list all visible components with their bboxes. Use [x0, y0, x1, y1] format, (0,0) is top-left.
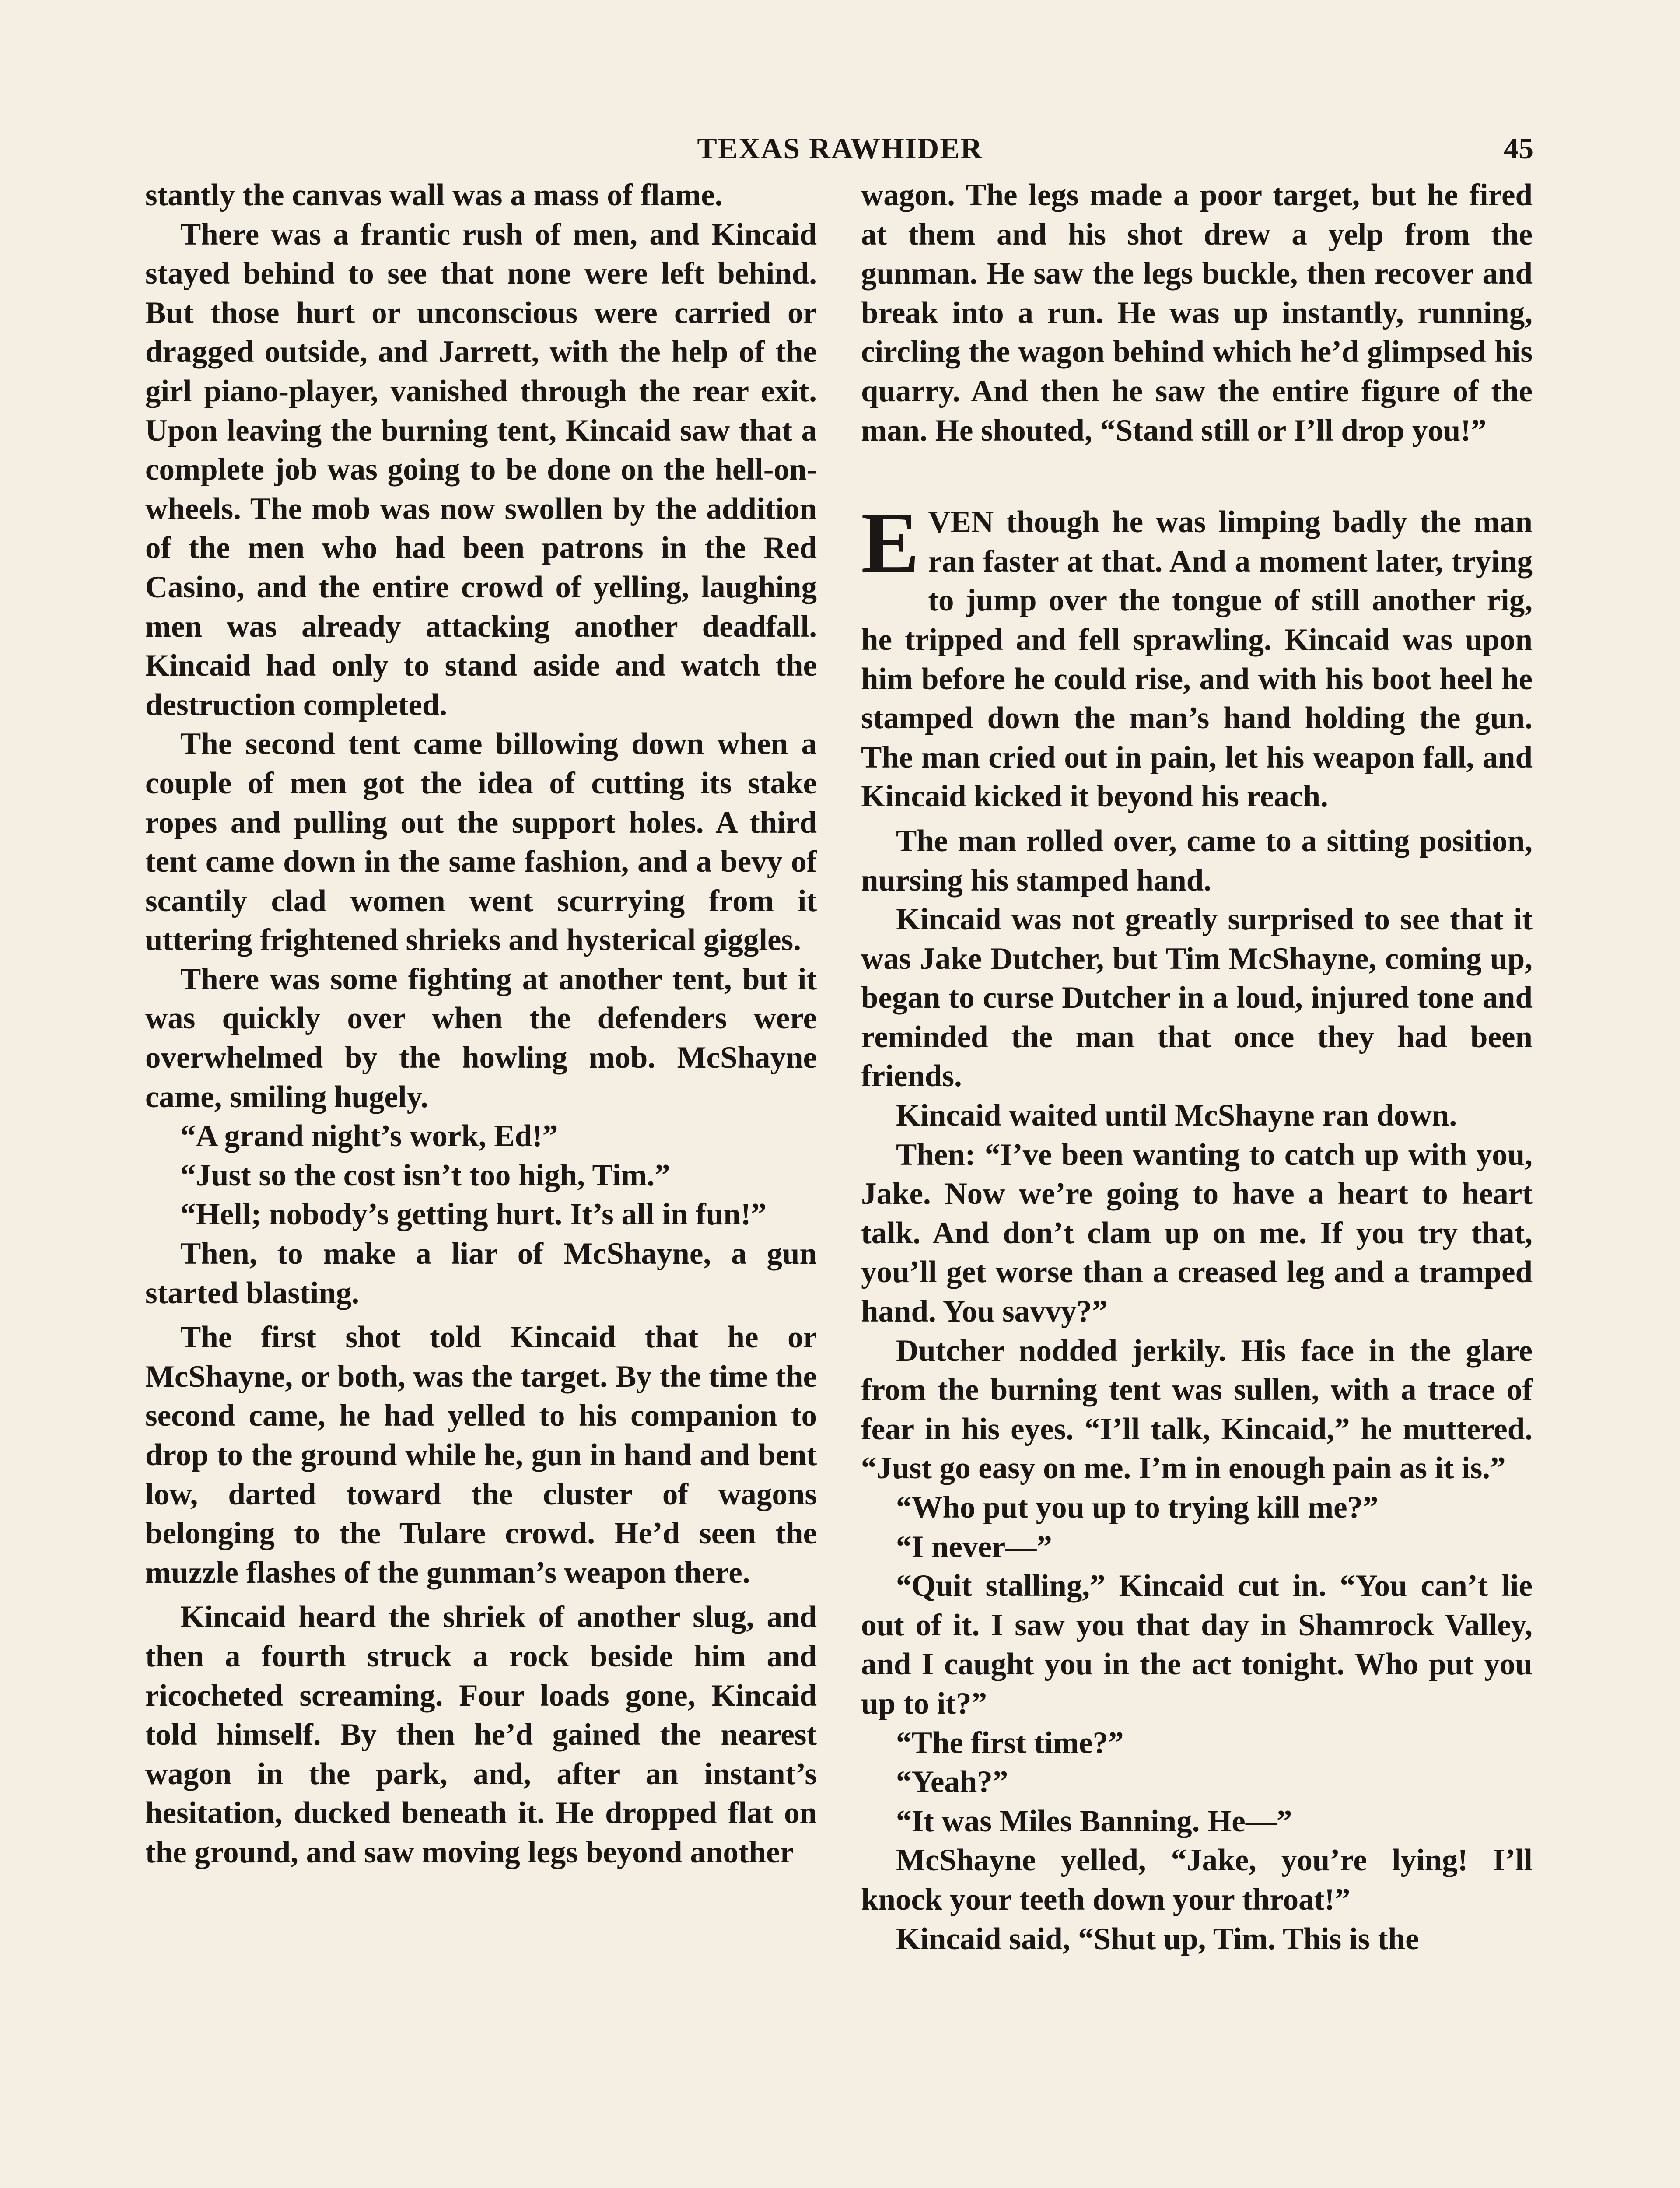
paragraph: “Just so the cost isn’t too high, Tim.” [180, 1158, 670, 1192]
paragraph: “Hell; nobody’s getting hurt. It’s all in fun!” [180, 1197, 766, 1232]
right-column [861, 176, 1533, 1959]
drop-cap: E [861, 494, 919, 592]
paragraph: There was a frantic rush of men, and Kincaid stayed behind to see that none were left behind. But those hurt or unconscious were carried or dragged outside, and Jarrett, with the help of the girl piano-player, vanished through the rear exit. Upon leaving the burning tent, Kincaid saw that a complete job was going to be done on the hell-on-wheels. The mob was now swollen by the addition of the men who had been patrons in the Red Casino, and the entire crowd of yelling, laughing men was already attacking another deadfall. Kincaid had only to stand aside and watch the destruction completed. [145, 217, 817, 722]
paragraph: McShayne yelled, “Jake, you’re lying! I’ll knock your teeth down your throat!” [861, 1843, 1533, 1917]
paragraph: stantly the canvas wall was a mass of flame. [145, 178, 723, 212]
page-header [0, 131, 1680, 175]
left-column [145, 176, 817, 1872]
paragraph: There was some fighting at another tent, but it was quickly over when the defenders were overwhelmed by the howling mob. McShayne came, smiling hugely. [145, 962, 817, 1114]
paragraph: “Quit stalling,” Kincaid cut in. “You can’t lie out of it. I saw you that day in Shamrock Valley, and I caught you in the act tonight. Who put you up to it?” [861, 1569, 1533, 1721]
running-title: TEXAS RAWHIDER [697, 132, 983, 165]
paragraph: Then: “I’ve been wanting to catch up with you, Jake. Now we’re going to have a heart to heart talk. And don’t clam up on me. If you try that, you’ll get worse than a creased leg and a tramped hand. You savvy?” [861, 1137, 1533, 1329]
paragraph: “It was Miles Banning. He—” [896, 1804, 1292, 1838]
paragraph: “The first time?” [896, 1725, 1124, 1760]
paragraph: Then, to make a liar of McShayne, a gun started blasting. [145, 1237, 817, 1310]
paragraph: “A grand night’s work, Ed!” [180, 1119, 558, 1154]
paragraph: wagon. The legs made a poor target, but he fired at them and his shot drew a yelp from the gunman. He saw the legs buckle, then recover and break into a run. He was up instantly, running, circling the wagon behind which he’d glimpsed his quarry. And then he saw the entire figure of the man. He shouted, “Stand still or I’ll drop you!” [861, 178, 1533, 448]
paragraph: The second tent came billowing down when a couple of men got the idea of cutting its stake ropes and pulling out the support holes. A third tent came down in the same fashion, and a bevy of scantily clad women went scurrying from it uttering frightened shrieks and hysterical giggles. [145, 727, 817, 957]
paragraph: The first shot told Kincaid that he or McShayne, or both, was the target. By the time the second came, he had yelled to his companion to drop to the ground while he, gun in hand and bent low, darted toward the cluster of wagons belonging to the Tulare crowd. He’d seen the muzzle flashes of the gunman’s weapon there. [145, 1320, 817, 1590]
paragraph: Kincaid heard the shriek of another slug, and then a fourth struck a rock beside him and ricocheted screaming. Four loads gone, Kincaid told himself. By then he’d gained the nearest wagon in the park, and, after an instant’s hesitation, ducked beneath it. He dropped flat on the ground, and saw moving legs beyond another [145, 1600, 817, 1869]
paragraph: The man rolled over, came to a sitting position, nursing his stamped hand. [861, 824, 1533, 898]
paragraph: “Who put you up to trying kill me?” [896, 1490, 1379, 1525]
section-opening-text: VEN though he was limping badly the man ran faster at that. And a moment later, trying to jump over the tongue of still another rig, he tripped and fell sprawling. Kincaid was upon him before he could rise, and with his boot heel he stamped down the man’s hand holding the gun. The man cried out in pain, let his weapon fall, and Kincaid kicked it beyond his reach. [861, 505, 1533, 814]
paragraph: “I never—” [896, 1529, 1052, 1564]
paragraph: Kincaid waited until McShayne ran down. [896, 1098, 1457, 1133]
paragraph: Kincaid was not greatly surprised to see that it was Jake Dutcher, but Tim McShayne, coming up, began to curse Dutcher in a loud, injured tone and reminded the man that once they had been friends. [861, 902, 1533, 1094]
paragraph: Kincaid said, “Shut up, Tim. This is the [896, 1922, 1419, 1956]
section-opening-paragraph [861, 494, 1533, 817]
page-number: 45 [1504, 132, 1533, 165]
paragraph: Dutcher nodded jerkily. His face in the glare from the burning tent was sullen, with a trace of fear in his eyes. “I’ll talk, Kincaid,” he muttered. “Just go easy on me. I’m in enough pain as it is.” [861, 1333, 1533, 1486]
paragraph: “Yeah?” [896, 1765, 1008, 1799]
